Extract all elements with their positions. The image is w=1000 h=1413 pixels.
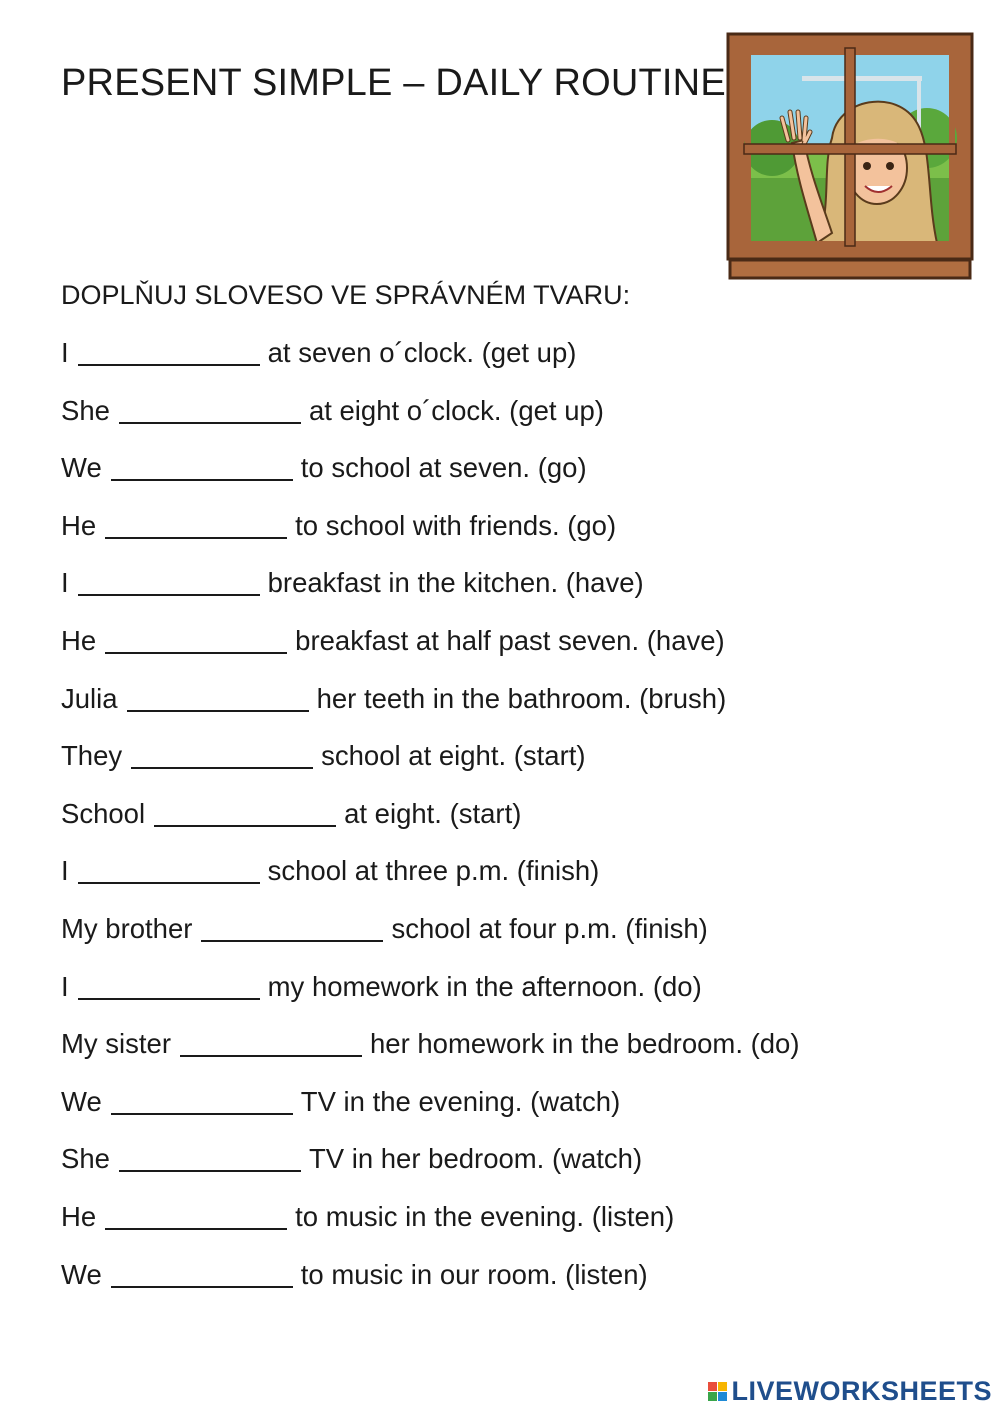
answer-blank[interactable] <box>105 509 287 539</box>
rest: her homework in the bedroom. (do) <box>370 1028 800 1060</box>
rest: to music in the evening. (listen) <box>295 1200 675 1232</box>
answer-blank[interactable] <box>78 566 260 596</box>
rest: TV in the evening. (watch) <box>300 1085 621 1117</box>
girl-waving-in-window-illustration <box>722 28 978 290</box>
rest: TV in her bedroom. (watch) <box>308 1143 643 1175</box>
exercise-line-12 <box>61 967 961 1025</box>
exercise-line-6 <box>61 621 961 679</box>
rest: school at four p.m. (finish) <box>391 912 708 944</box>
exercise-line-9 <box>61 794 961 852</box>
subject: We <box>61 1085 102 1117</box>
answer-blank[interactable] <box>78 854 260 884</box>
answer-blank[interactable] <box>78 970 260 1000</box>
rest: to music in our room. (listen) <box>300 1258 648 1290</box>
rest: my homework in the afternoon. (do) <box>267 970 702 1002</box>
answer-blank[interactable] <box>111 1258 293 1288</box>
exercise-line-11 <box>61 909 961 967</box>
rest: at eight o´clock. (get up) <box>308 394 604 426</box>
subject: School <box>61 797 146 829</box>
exercise-line-13 <box>61 1024 961 1082</box>
subject: My sister <box>61 1028 171 1060</box>
answer-blank[interactable] <box>111 1085 293 1115</box>
exercise-line-2 <box>61 391 961 449</box>
exercise-line-15 <box>61 1139 961 1197</box>
subject: They <box>61 740 123 772</box>
answer-blank[interactable] <box>201 912 383 942</box>
answer-blank[interactable] <box>119 394 301 424</box>
exercise-list <box>61 333 961 1312</box>
rest: her teeth in the bathroom. (brush) <box>316 682 727 714</box>
rest: breakfast at half past seven. (have) <box>295 624 725 656</box>
subject: He <box>61 624 97 656</box>
subject: Julia <box>61 682 118 714</box>
answer-blank[interactable] <box>111 451 293 481</box>
rest: to school at seven. (go) <box>300 452 587 484</box>
exercise-line-10 <box>61 851 961 909</box>
subject: I <box>61 337 69 368</box>
answer-blank[interactable] <box>119 1142 301 1172</box>
instruction: DOPLŇUJ SLOVESO VE SPRÁVNÉM TVARU: <box>61 280 631 310</box>
exercise-line-7 <box>61 679 961 737</box>
subject: I <box>61 855 69 887</box>
exercise-line-1 <box>61 333 961 391</box>
subject: He <box>61 1200 97 1232</box>
exercise-line-17 <box>61 1255 961 1313</box>
subject: My brother <box>61 912 193 944</box>
answer-blank[interactable] <box>78 336 260 366</box>
rest: to school with friends. (go) <box>295 509 617 541</box>
exercise-line-16 <box>61 1197 961 1255</box>
exercise-line-5 <box>61 563 961 621</box>
subject: I <box>61 567 69 599</box>
liveworksheets-logo[interactable] <box>708 1376 992 1407</box>
rest: at seven o´clock. (get up) <box>267 337 577 368</box>
subject: I <box>61 970 69 1002</box>
rest: school at three p.m. (finish) <box>267 855 600 887</box>
exercise-line-8 <box>61 736 961 794</box>
worksheet-title: PRESENT SIMPLE – DAILY ROUTINE <box>61 62 726 104</box>
subject: We <box>61 1258 102 1290</box>
answer-blank[interactable] <box>105 624 287 654</box>
answer-blank[interactable] <box>154 797 336 827</box>
subject: She <box>61 1143 110 1175</box>
exercise-line-4 <box>61 506 961 564</box>
answer-blank[interactable] <box>180 1027 362 1057</box>
exercise-line-3 <box>61 448 961 506</box>
answer-blank[interactable] <box>131 739 313 769</box>
liveworksheets-logo-icon <box>708 1382 727 1401</box>
answer-blank[interactable] <box>127 682 309 712</box>
subject: She <box>61 394 110 426</box>
exercise-line-14 <box>61 1082 961 1140</box>
subject: He <box>61 509 97 541</box>
answer-blank[interactable] <box>105 1200 287 1230</box>
rest: breakfast in the kitchen. (have) <box>267 567 644 599</box>
subject: We <box>61 452 102 484</box>
rest: school at eight. (start) <box>321 740 586 772</box>
logo-text: LIVEWORKSHEETS <box>731 1376 992 1406</box>
rest: at eight. (start) <box>344 797 522 829</box>
